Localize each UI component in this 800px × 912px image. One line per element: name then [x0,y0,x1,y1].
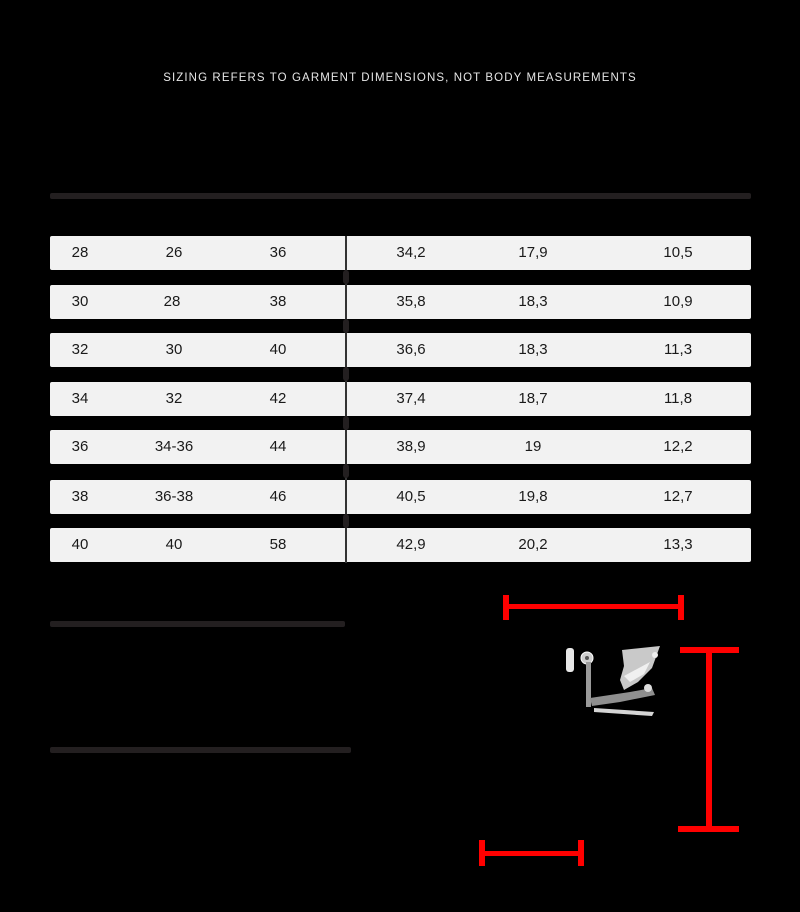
cell: 11,3 [663,341,693,358]
cell: 36 [269,244,287,261]
cell: 38,9 [396,438,426,455]
cell: 30 [71,293,89,310]
table-row [50,430,751,464]
cell: 18,3 [518,341,548,358]
cell: 40 [71,536,89,553]
cell: 40,5 [396,488,426,505]
cell: 38 [71,488,89,505]
cell: 46 [269,488,287,505]
cell: 30 [165,341,183,358]
cell: 17,9 [518,244,548,261]
section-divider [50,747,351,753]
cell: 44 [269,438,287,455]
cell: 32 [165,390,183,407]
cell: 40 [269,341,287,358]
cell: 42 [269,390,287,407]
garment-illustration-icon [560,640,670,725]
cell: 12,7 [663,488,693,505]
divider-knob [343,464,349,478]
cell: 38 [269,293,287,310]
cell: 32 [71,341,89,358]
cell: 28 [71,244,89,261]
cell: 36 [71,438,89,455]
divider-knob [343,319,349,333]
divider-knob [343,416,349,430]
cell: 11,8 [663,390,693,407]
cell: 18,3 [518,293,548,310]
sizing-note: SIZING REFERS TO GARMENT DIMENSIONS, NOT BODY MEASUREMENTS [163,72,637,84]
cell: 34 [71,390,89,407]
table-row [50,285,751,319]
divider-knob [343,514,349,528]
cell: 42,9 [396,536,426,553]
cell: 12,2 [663,438,693,455]
cell: 34,2 [396,244,426,261]
section-divider [50,621,345,627]
cell: 37,4 [396,390,426,407]
table-row [50,528,751,562]
cell: 26 [165,244,183,261]
cell: 20,2 [518,536,548,553]
cell: 10,9 [663,293,693,310]
cell: 34-36 [154,438,194,455]
table-row [50,333,751,367]
cell: 36,6 [396,341,426,358]
cell: 58 [269,536,287,553]
table-row [50,382,751,416]
cell: 18,7 [518,390,548,407]
table-row [50,480,751,514]
divider-knob [343,270,349,284]
cell: 35,8 [396,293,426,310]
divider-knob [343,367,349,381]
cell: 19 [524,438,542,455]
cell: 36-38 [154,488,194,505]
cell: 10,5 [663,244,693,261]
cell: 13,3 [663,536,693,553]
cell: 40 [165,536,183,553]
table-row [50,236,751,270]
cell: 28 [163,293,181,310]
cell: 19,8 [518,488,548,505]
top-divider [50,193,751,199]
